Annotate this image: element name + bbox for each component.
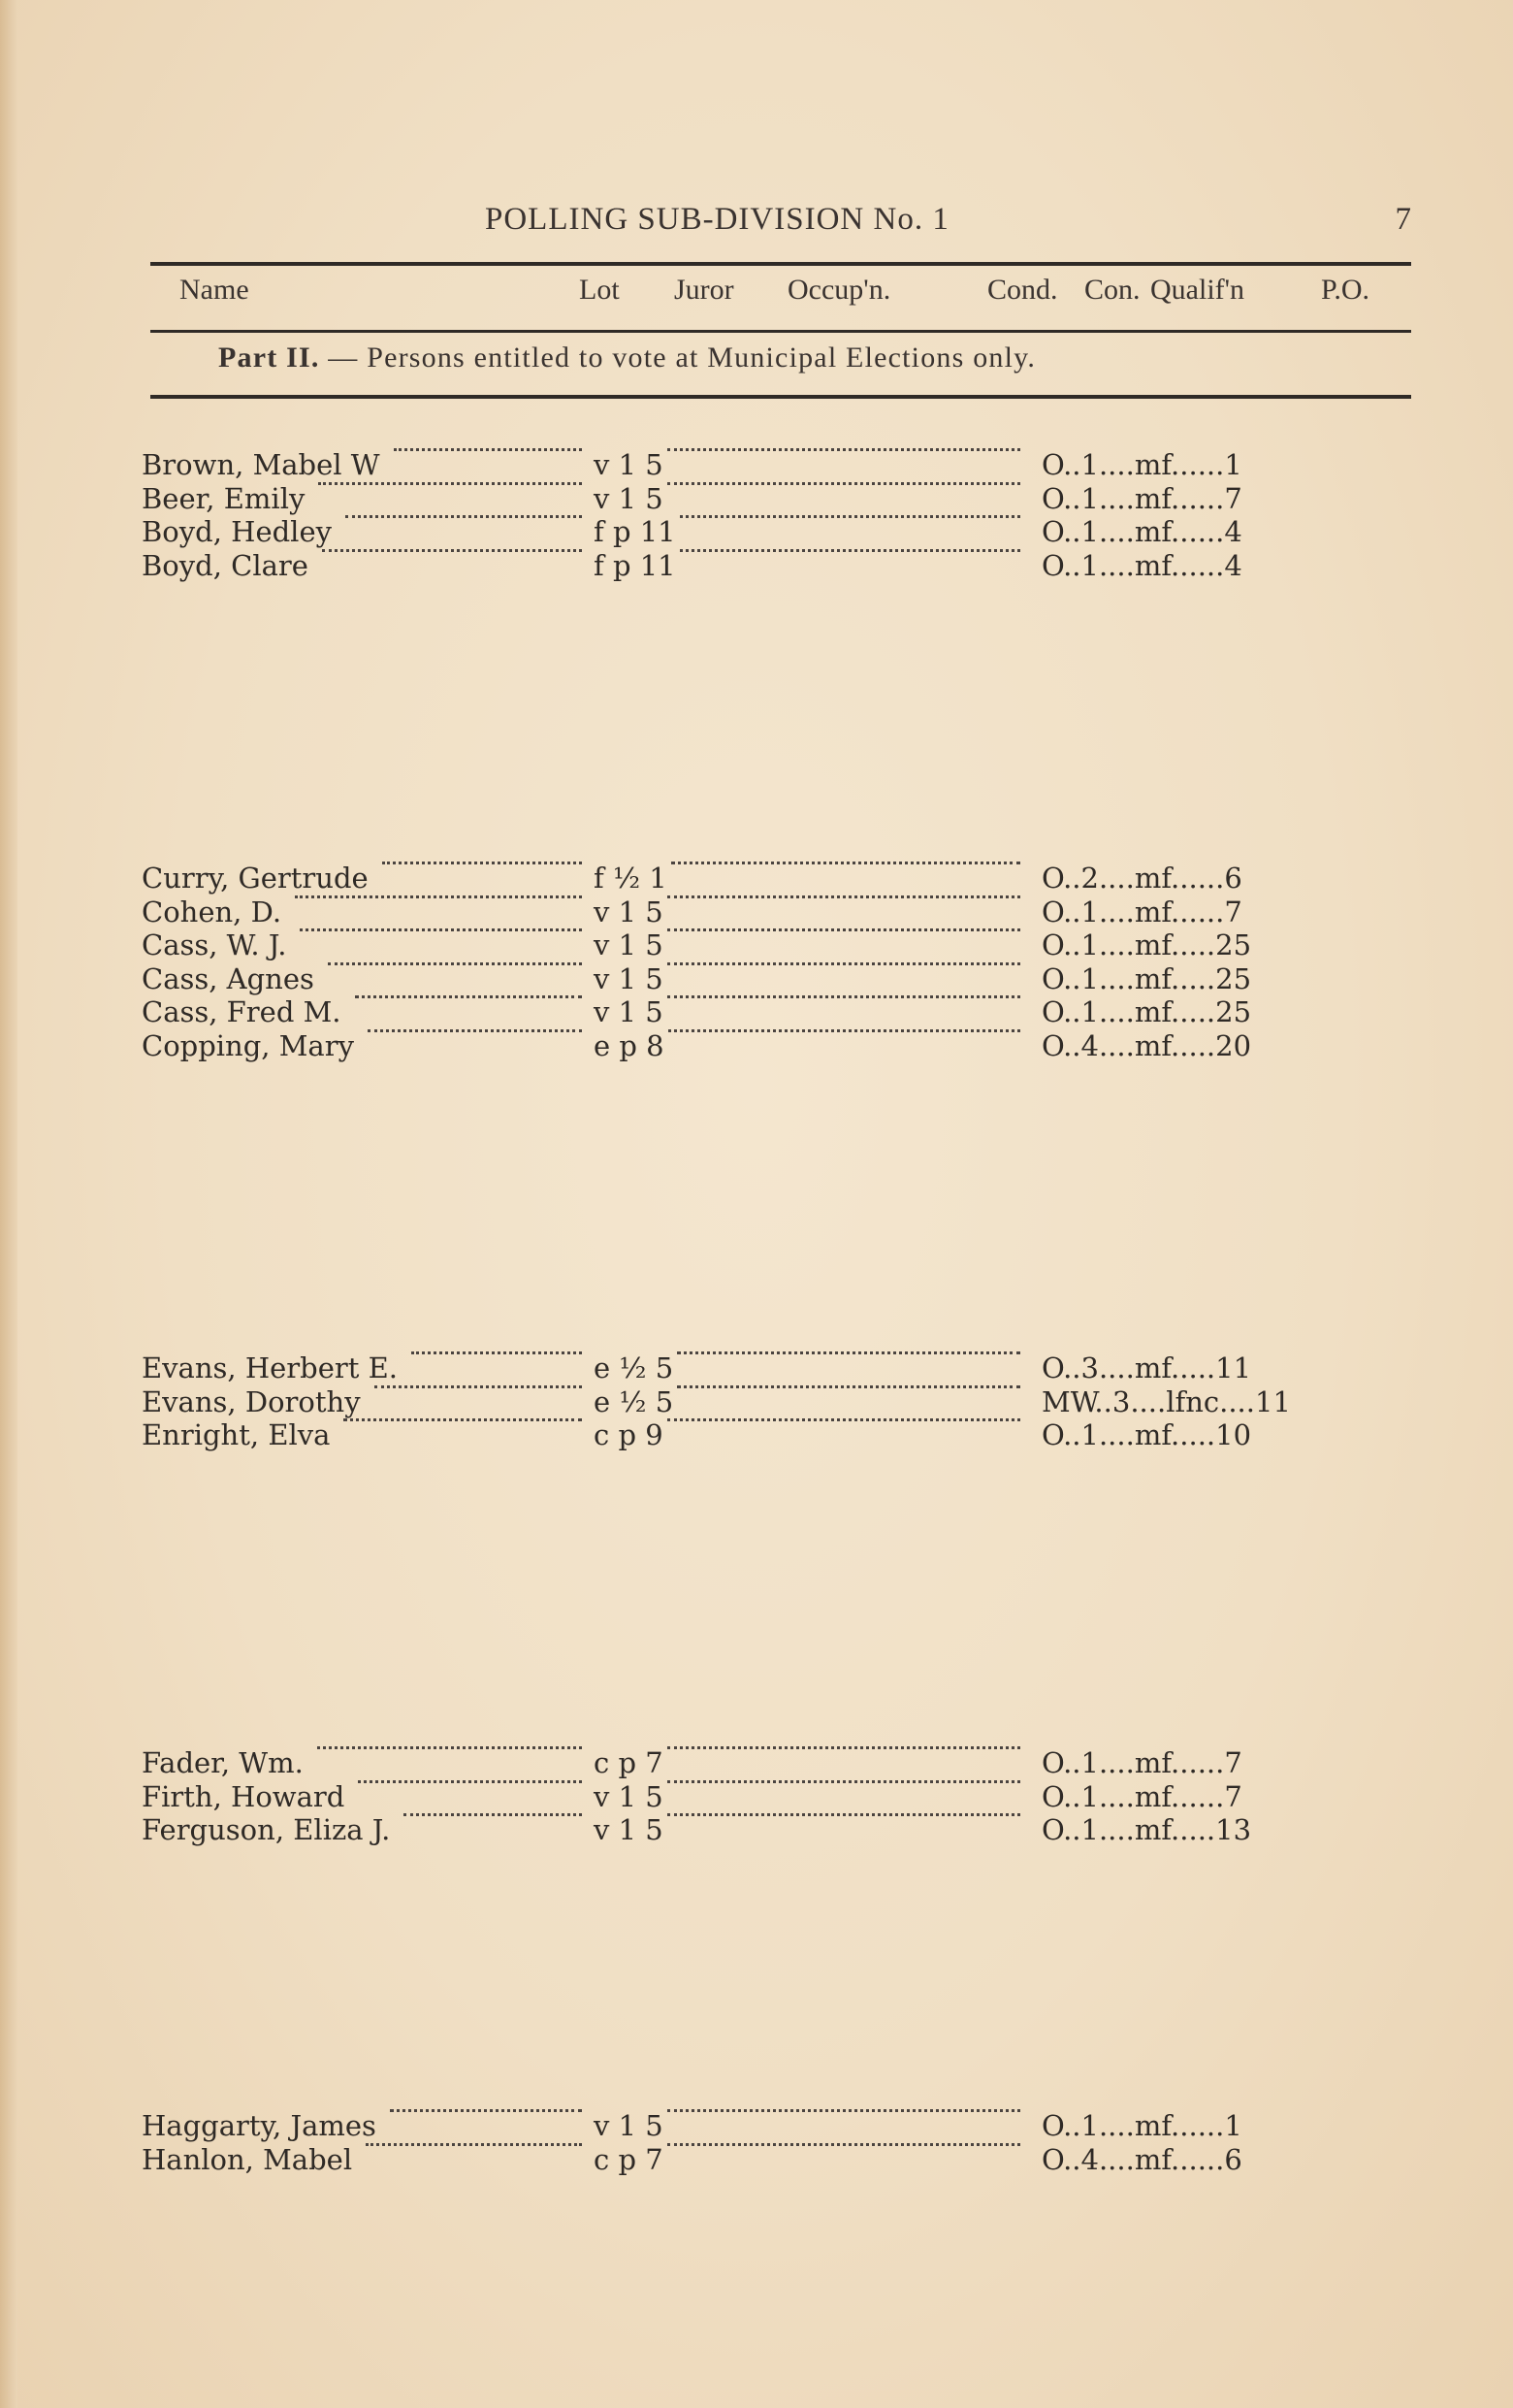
header-rule-bottom: [150, 395, 1411, 399]
dot-leader: [667, 1780, 1020, 1783]
voter-qualification: O..1....mf......4: [1042, 515, 1242, 548]
dot-leader: [667, 2109, 1020, 2112]
voter-lot: v 1 5: [594, 448, 663, 481]
column-header-con: Con.: [1084, 274, 1141, 306]
column-header-po: P.O.: [1321, 274, 1370, 306]
voter-lot: f p 11: [594, 548, 676, 582]
voter-group: [142, 862, 1422, 1062]
voter-group: [142, 1746, 1422, 1847]
voter-qualification: O..1....mf.....25: [1042, 995, 1252, 1028]
voter-lot: v 1 5: [594, 995, 663, 1028]
voter-qualification: O..4....mf......6: [1042, 2142, 1242, 2176]
voter-qualification: O..1....mf......4: [1042, 548, 1242, 582]
voter-name: Brown, Mabel W: [142, 448, 380, 481]
dot-leader: [667, 928, 1020, 931]
header-rule-middle: [150, 330, 1411, 333]
voter-qualification: O..1....mf......1: [1042, 2109, 1242, 2142]
dot-leader: [343, 1418, 582, 1421]
voter-lot: v 1 5: [594, 2109, 663, 2142]
voter-entry: [142, 895, 1422, 929]
voter-name: Cass, Fred M.: [142, 995, 341, 1028]
dot-leader: [368, 1029, 582, 1032]
voter-group: [142, 1351, 1422, 1452]
voter-entry: [142, 448, 1422, 482]
page-binding-edge: [0, 0, 17, 2408]
voter-entry: [142, 2109, 1422, 2143]
dot-leader: [677, 1351, 1020, 1354]
voter-qualification: O..1....mf.....13: [1042, 1813, 1252, 1846]
dot-leader: [345, 515, 582, 518]
voter-qualification: O..2....mf......6: [1042, 862, 1242, 895]
dot-leader: [300, 928, 582, 931]
page-header: [150, 202, 1411, 250]
voter-qualification: O..1....mf......7: [1042, 1746, 1242, 1779]
voter-lot: e p 8: [594, 1028, 664, 1062]
voter-qualification: O..3....mf.....11: [1042, 1351, 1252, 1384]
voter-name: Cass, W. J.: [142, 928, 287, 961]
voter-qualification: O..1....mf.....25: [1042, 961, 1252, 995]
column-header-qualification: Qualif'n: [1150, 274, 1245, 306]
dot-leader: [677, 1385, 1020, 1388]
voter-lot: f ½ 1: [594, 862, 667, 895]
part-description: — Persons entitled to vote at Municipal Elections only.: [328, 342, 1037, 374]
voter-lot: c p 7: [594, 1746, 663, 1779]
voter-name: Curry, Gertrude: [142, 862, 369, 895]
dot-leader: [394, 448, 582, 451]
voter-qualification: O..1....mf.....10: [1042, 1418, 1252, 1451]
voter-qualification: O..1....mf......7: [1042, 895, 1242, 928]
column-header-cond: Cond.: [987, 274, 1058, 306]
voter-name: Enright, Elva: [142, 1418, 331, 1451]
voter-entry: [142, 2143, 1422, 2177]
voter-entry: [142, 1029, 1422, 1063]
column-header-occupation: Occup'n.: [788, 274, 891, 306]
voter-name: Hanlon, Mabel: [142, 2142, 353, 2176]
dot-leader: [667, 1746, 1020, 1749]
column-header-lot: Lot: [579, 274, 620, 306]
voter-name: Ferguson, Eliza J.: [142, 1813, 391, 1846]
dot-leader: [668, 1029, 1020, 1032]
voter-name: Firth, Howard: [142, 1779, 345, 1813]
part-heading: [218, 342, 1036, 374]
voter-entry: [142, 1746, 1422, 1780]
voter-name: Beer, Emily: [142, 481, 306, 515]
voter-qualification: O..1....mf......7: [1042, 481, 1242, 515]
voter-name: Boyd, Hedley: [142, 515, 332, 548]
dot-leader: [667, 962, 1020, 965]
voter-entry: [142, 515, 1422, 549]
dot-leader: [390, 2109, 582, 2112]
voter-lot: v 1 5: [594, 481, 663, 515]
column-header-name: Name: [179, 274, 249, 306]
voter-name: Evans, Herbert E.: [142, 1351, 399, 1384]
dot-leader: [374, 1385, 582, 1388]
voter-qualification: O..4....mf.....20: [1042, 1028, 1252, 1062]
dot-leader: [667, 1813, 1020, 1816]
voter-entry: [142, 1780, 1422, 1814]
dot-leader: [382, 862, 582, 864]
header-rule-top: [150, 262, 1411, 266]
voter-entry: [142, 1385, 1422, 1419]
dot-leader: [667, 448, 1020, 451]
page-title: POLLING SUB-DIVISION No. 1: [485, 202, 950, 237]
voter-lot: v 1 5: [594, 928, 663, 961]
voter-name: Cass, Agnes: [142, 961, 314, 995]
voter-entry: [142, 1813, 1422, 1847]
dot-leader: [317, 1746, 582, 1749]
voter-name: Copping, Mary: [142, 1028, 354, 1062]
voter-lot: v 1 5: [594, 895, 663, 928]
voter-name: Haggarty, James: [142, 2109, 376, 2142]
dot-leader: [403, 1813, 582, 1816]
voter-qualification: O..1....mf......1: [1042, 448, 1242, 481]
part-label: Part II.: [218, 342, 320, 374]
dot-leader: [667, 995, 1020, 998]
dot-leader: [667, 482, 1020, 485]
voter-lot: f p 11: [594, 515, 676, 548]
voter-lot: v 1 5: [594, 1779, 663, 1813]
voter-lot: e ½ 5: [594, 1351, 674, 1384]
voter-lot: v 1 5: [594, 961, 663, 995]
voter-qualification: O..1....mf......7: [1042, 1779, 1242, 1813]
voter-qualification: O..1....mf.....25: [1042, 928, 1252, 961]
voter-entry: [142, 549, 1422, 583]
voter-entry: [142, 962, 1422, 996]
voter-entry: [142, 482, 1422, 516]
voter-entry: [142, 995, 1422, 1029]
page-number: 7: [1395, 202, 1411, 237]
voter-lot: e ½ 5: [594, 1384, 674, 1418]
dot-leader: [411, 1351, 582, 1354]
voter-group: [142, 2109, 1422, 2176]
dot-leader: [667, 895, 1020, 898]
dot-leader: [366, 2143, 582, 2146]
dot-leader: [328, 962, 582, 965]
voter-name: Cohen, D.: [142, 895, 282, 928]
voter-entry: [142, 1418, 1422, 1452]
dot-leader: [318, 482, 582, 485]
voter-entry: [142, 862, 1422, 895]
voter-entry: [142, 928, 1422, 962]
dot-leader: [322, 549, 582, 552]
dot-leader: [358, 1780, 582, 1783]
voter-name: Boyd, Clare: [142, 548, 308, 582]
voter-lot: c p 7: [594, 2142, 663, 2176]
voter-name: Fader, Wm.: [142, 1746, 304, 1779]
dot-leader: [295, 895, 582, 898]
dot-leader: [355, 995, 582, 998]
dot-leader: [680, 549, 1020, 552]
voter-lot: v 1 5: [594, 1813, 663, 1846]
voter-entry: [142, 1351, 1422, 1385]
dot-leader: [667, 1418, 1020, 1421]
voter-name: Evans, Dorothy: [142, 1384, 361, 1418]
dot-leader: [671, 862, 1020, 864]
dot-leader: [667, 2143, 1020, 2146]
dot-leader: [680, 515, 1020, 518]
voter-group: [142, 448, 1422, 582]
voter-qualification: MW..3....lfnc....11: [1042, 1384, 1291, 1418]
column-header-juror: Juror: [674, 274, 734, 306]
voter-lot: c p 9: [594, 1418, 663, 1451]
